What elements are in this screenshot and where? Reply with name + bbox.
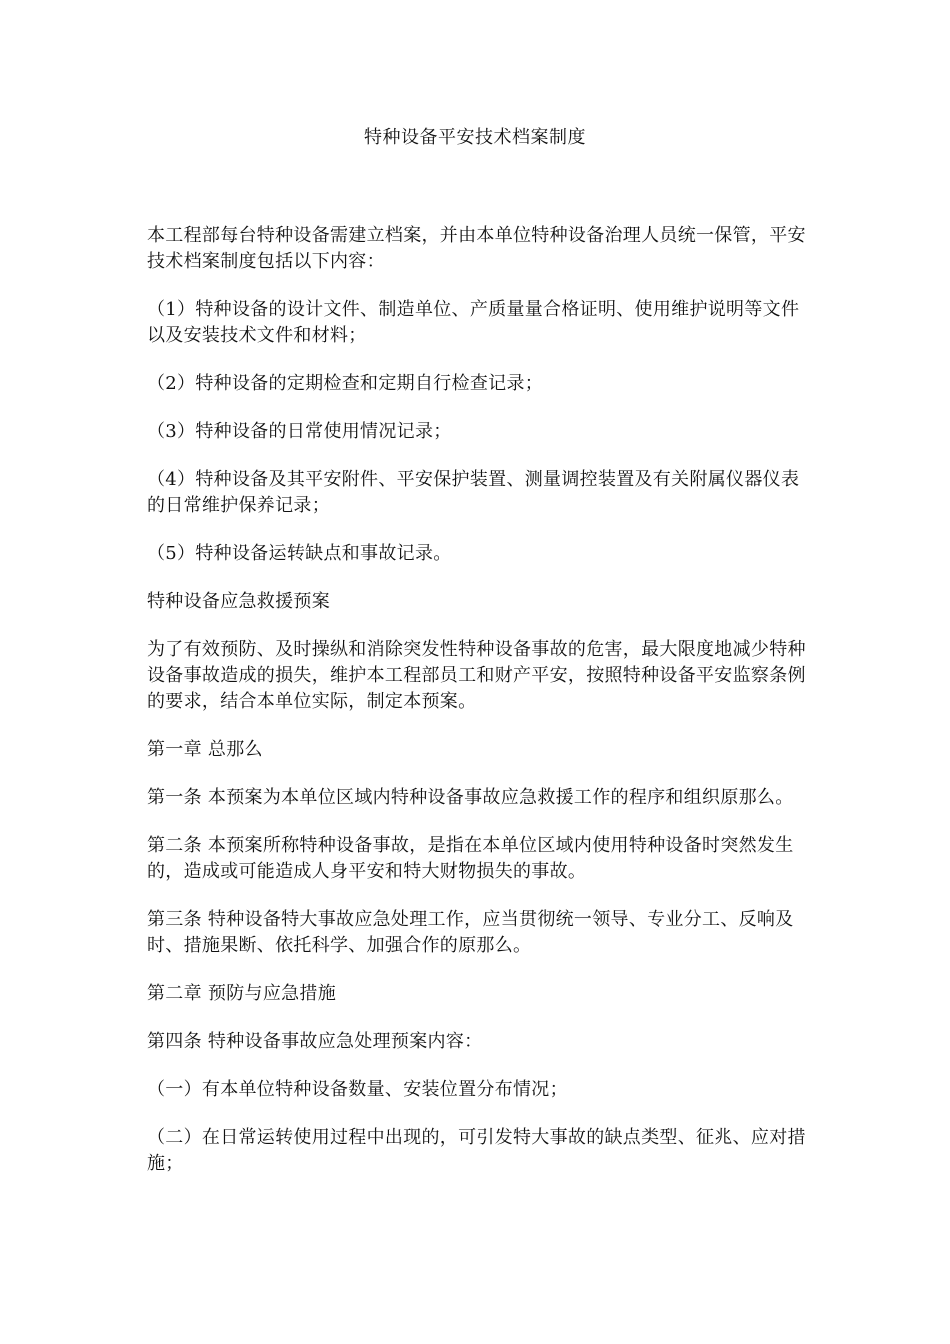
article-3: 第三条 特种设备特大事故应急处理工作，应当贯彻统一领导、专业分工、反响及时、措施果断、依托科学、加强合作的原那么。 <box>147 909 794 956</box>
article-4: 第四条 特种设备事故应急处理预案内容： <box>147 1031 483 1052</box>
paragraph-item-1: （1）特种设备的设计文件、制造单位、产质量量合格证明、使用维护说明等文件以及安装技术文件和材料； <box>147 299 800 346</box>
paragraph-item-2: （2）特种设备的定期检查和定期自行检查记录； <box>147 373 544 394</box>
chapter-heading-2: 第二章 预防与应急措施 <box>147 983 337 1004</box>
article-2: 第二条 本预案所称特种设备事故，是指在本单位区域内使用特种设备时突然发生的，造成或可能造成人身平安和特大财物损失的事故。 <box>147 835 794 882</box>
paragraph-item-4: （4）特种设备及其平安附件、平安保护装置、测量调控装置及有关附属仪器仪表的日常维护保养记录； <box>147 469 800 516</box>
article-4-item-1: （一）有本单位特种设备数量、安装位置分布情况； <box>147 1079 568 1100</box>
paragraph-item-5: （5）特种设备运转缺点和事故记录。 <box>147 543 452 564</box>
paragraph-item-3: （3）特种设备的日常使用情况记录； <box>147 421 452 442</box>
chapter-heading-1: 第一章 总那么 <box>147 739 263 760</box>
section-heading-emergency-plan: 特种设备应急救援预案 <box>147 591 330 612</box>
document-body <box>147 223 807 1199</box>
document-title: 特种设备平安技术档案制度 <box>364 127 586 148</box>
article-1: 第一条 本预案为本单位区域内特种设备事故应急救援工作的程序和组织原那么。 <box>147 787 794 808</box>
paragraph-intro: 本工程部每台特种设备需建立档案，并由本单位特种设备治理人员统一保管，平安技术档案制度包括以下内容： <box>147 225 806 272</box>
article-4-item-2: （二）在日常运转使用过程中出现的，可引发特大事故的缺点类型、征兆、应对措施； <box>147 1127 806 1174</box>
paragraph-purpose: 为了有效预防、及时操纵和消除突发性特种设备事故的危害，最大限度地减少特种设备事故造成的损失，维护本工程部员工和财产平安，按照特种设备平安监察条例的要求，结合本单位实际，制定本预案。 <box>147 639 806 712</box>
